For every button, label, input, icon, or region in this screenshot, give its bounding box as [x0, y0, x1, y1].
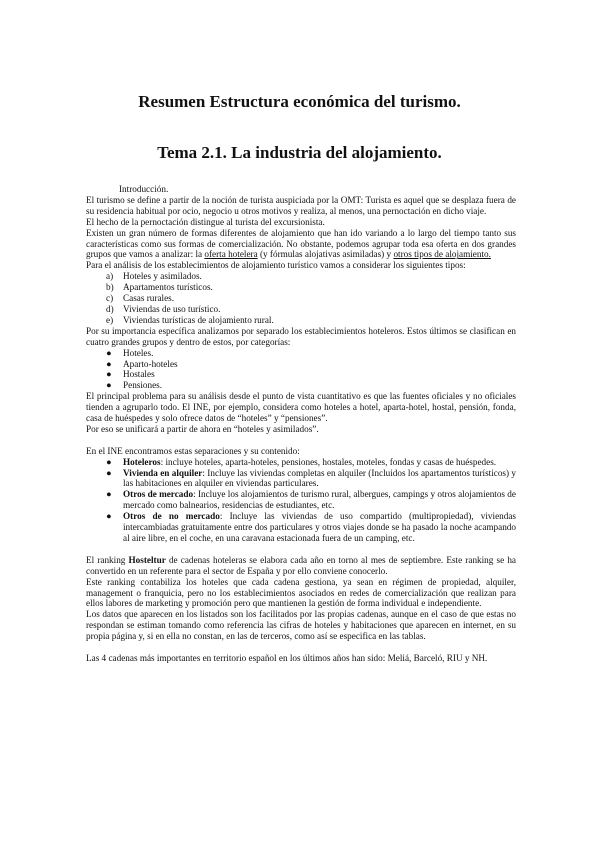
- text-span: de cadenas hoteleras se elabora cada año en torno al mes de septiembre. Este ranking se ha convertido en un referente para el sector de España y por ello conviene conocerlo.: [86, 554, 516, 576]
- spacer: [86, 544, 516, 555]
- list-item-text: Casas rurales.: [123, 293, 175, 304]
- section-title: Tema 2.1. La industria del alojamiento.: [157, 143, 442, 162]
- underlined-otros-tipos: otros tipos de alojamiento.: [393, 249, 491, 260]
- list-item: [86, 369, 516, 380]
- ine-categories-list: [86, 457, 516, 544]
- types-list: [86, 271, 516, 326]
- list-marker: d): [106, 303, 114, 314]
- list-item-text: : incluye hoteles, aparta-hoteles, pensiones, hostales, moteles, fondas y casas de huéspedes.: [160, 456, 497, 467]
- paragraph-ranking-hosteltur: [86, 555, 516, 577]
- paragraph-datos-listados: Los datos que aparecen en los listados son los facilitados por las propias cadenas, aunque en el caso de que estas no respondan se estiman tomando como referencia las cifras de hoteles y habitaciones que aparecen en internet, en su propia página y, si en ella no constan, en las de terceros, como así se especifica en las tablas.: [86, 609, 516, 642]
- list-item-text: Hostales: [123, 369, 155, 380]
- list-item-term: Otros de no mercado: [123, 511, 220, 522]
- spacer: [86, 642, 516, 653]
- list-item-text: : Incluye las viviendas de uso compartido (multipropiedad), viviendas intercambiadas gratuitamente entre dos particulares y otros viajes donde se ha pasado la noche acampando al aire libre, en el coche, en una caravana estacionada fuera de un camping, etc.: [123, 511, 516, 543]
- list-item-text: Viviendas de uso turístico.: [123, 303, 221, 314]
- text-span: Existen un gran número de formas diferentes de alojamiento que han ido variando a lo largo del tiempo tanto sus características como sus formas de comercialización. No obstante, podemos agrupar toda esa oferta en dos grandes grupos que vamos a analizar: la: [86, 227, 516, 260]
- text-span: (y fórmulas alojativas asimiladas) y: [257, 249, 394, 260]
- paragraph-ine-intro: En el INE encontramos estas separaciones y su contenido:: [86, 445, 300, 456]
- list-item-text: : Incluye las viviendas completas en alquiler (Incluidos los apartamentos turísticos) y las habitaciones en alquiler en viviendas particulares.: [123, 467, 516, 489]
- list-item-text: Apartamentos turísticos.: [123, 282, 213, 293]
- bullet-icon: ●: [106, 358, 112, 369]
- list-item: [86, 293, 516, 304]
- bullet-icon: ●: [106, 380, 112, 391]
- list-marker: c): [106, 293, 114, 304]
- paragraph-analisis-tipos: Para el análisis de los establecimientos de alojamiento turístico vamos a considerar los siguientes tipos:: [86, 260, 466, 271]
- bullet-icon: ●: [106, 369, 112, 380]
- text-span: El ranking: [86, 554, 129, 565]
- paragraph-establecimientos-hoteleros: Por su importancia específica analizamos por separado los establecimientos hoteleros. Estos últimos se clasifican en cuatro grandes grupos y dentro de estos, por categorías:: [86, 325, 516, 347]
- list-item: [86, 348, 516, 359]
- list-item: [86, 315, 516, 326]
- paragraph-ranking-contabiliza: Este ranking contabiliza los hoteles que cada cadena gestiona, ya sean en régimen de propiedad, alquiler, management o franquicia, pero no los establecimientos asociados en redes de comercialización que realizan para ellos labores de marketing y promoción pero que mantienen la gestión de forma individual e independiente.: [86, 576, 516, 609]
- list-item: [86, 380, 516, 391]
- underlined-oferta-hotelera: oferta hotelera: [204, 249, 258, 260]
- list-item: [86, 304, 516, 315]
- paragraph-problema-analisis: El principal problema para su análisis desde el punto de vista cuantitativo es que las fuentes oficiales y no oficiales tienden a agruparlo todo. El INE, por ejemplo, considera como hoteles a hotel, aparta-hotel, hostal, pensión, fonda, casa de huéspedes y solo ofrece datos de “hoteles” y “pensiones”.: [86, 391, 516, 424]
- list-marker: b): [106, 282, 114, 293]
- list-item: [86, 468, 516, 490]
- bullet-icon: ●: [106, 467, 112, 478]
- bullet-icon: ●: [106, 347, 112, 358]
- list-item: [86, 359, 516, 370]
- list-marker: a): [106, 271, 114, 282]
- list-item-term: Hoteleros: [123, 456, 161, 467]
- hotel-groups-list: [86, 348, 516, 392]
- spacer: [86, 435, 516, 446]
- document-title: Resumen Estructura económica del turismo.: [138, 92, 461, 111]
- intro-heading: Introducción.: [119, 184, 169, 194]
- list-item: [86, 282, 516, 293]
- bullet-icon: ●: [106, 456, 112, 467]
- paragraph-cadenas-importantes: Las 4 cadenas más importantes en territorio español en los últimos años han sido: Meliá, Barceló, RIU y NH.: [86, 652, 488, 663]
- paragraph-formas-alojamiento: [86, 228, 516, 261]
- list-item: [86, 457, 516, 468]
- list-item-text: Viviendas turísticas de alojamiento rural.: [123, 314, 274, 325]
- list-item: [86, 489, 516, 511]
- list-item-text: Hoteles y asimilados.: [123, 271, 202, 282]
- bold-hosteltur: Hosteltur: [128, 554, 166, 565]
- list-item-text: Hoteles.: [123, 347, 154, 358]
- list-item-text: Aparto-hoteles: [123, 358, 178, 369]
- list-marker: e): [106, 314, 114, 325]
- list-item-text: Pensiones.: [123, 380, 163, 391]
- paragraph-turismo-definition: El turismo se define a partir de la noción de turista auspiciada por la OMT: Turista es aquel que se desplaza fuera de su residencia habitual por ocio, negocio u otros motivos y realiza, al menos, una pernoctación en dicho viaje.: [86, 194, 516, 216]
- list-item: [86, 511, 516, 544]
- list-item-text: : Incluye los alojamientos de turismo rural, albergues, campings y otros alojamientos de mercado como balnearios, residencias de estudiantes, etc.: [123, 489, 516, 511]
- paragraph-unificacion: Por eso se unificará a partir de ahora en “hoteles y asimilados”.: [86, 423, 319, 434]
- list-item-term: Vivienda en alquiler: [123, 467, 203, 478]
- bullet-icon: ●: [106, 511, 112, 522]
- list-item-term: Otros de mercado: [123, 489, 194, 500]
- paragraph-pernoctacion: El hecho de la pernoctación distingue al turista del excursionista.: [86, 216, 325, 227]
- document-body: [86, 184, 516, 664]
- list-item: [86, 271, 516, 282]
- bullet-icon: ●: [106, 489, 112, 500]
